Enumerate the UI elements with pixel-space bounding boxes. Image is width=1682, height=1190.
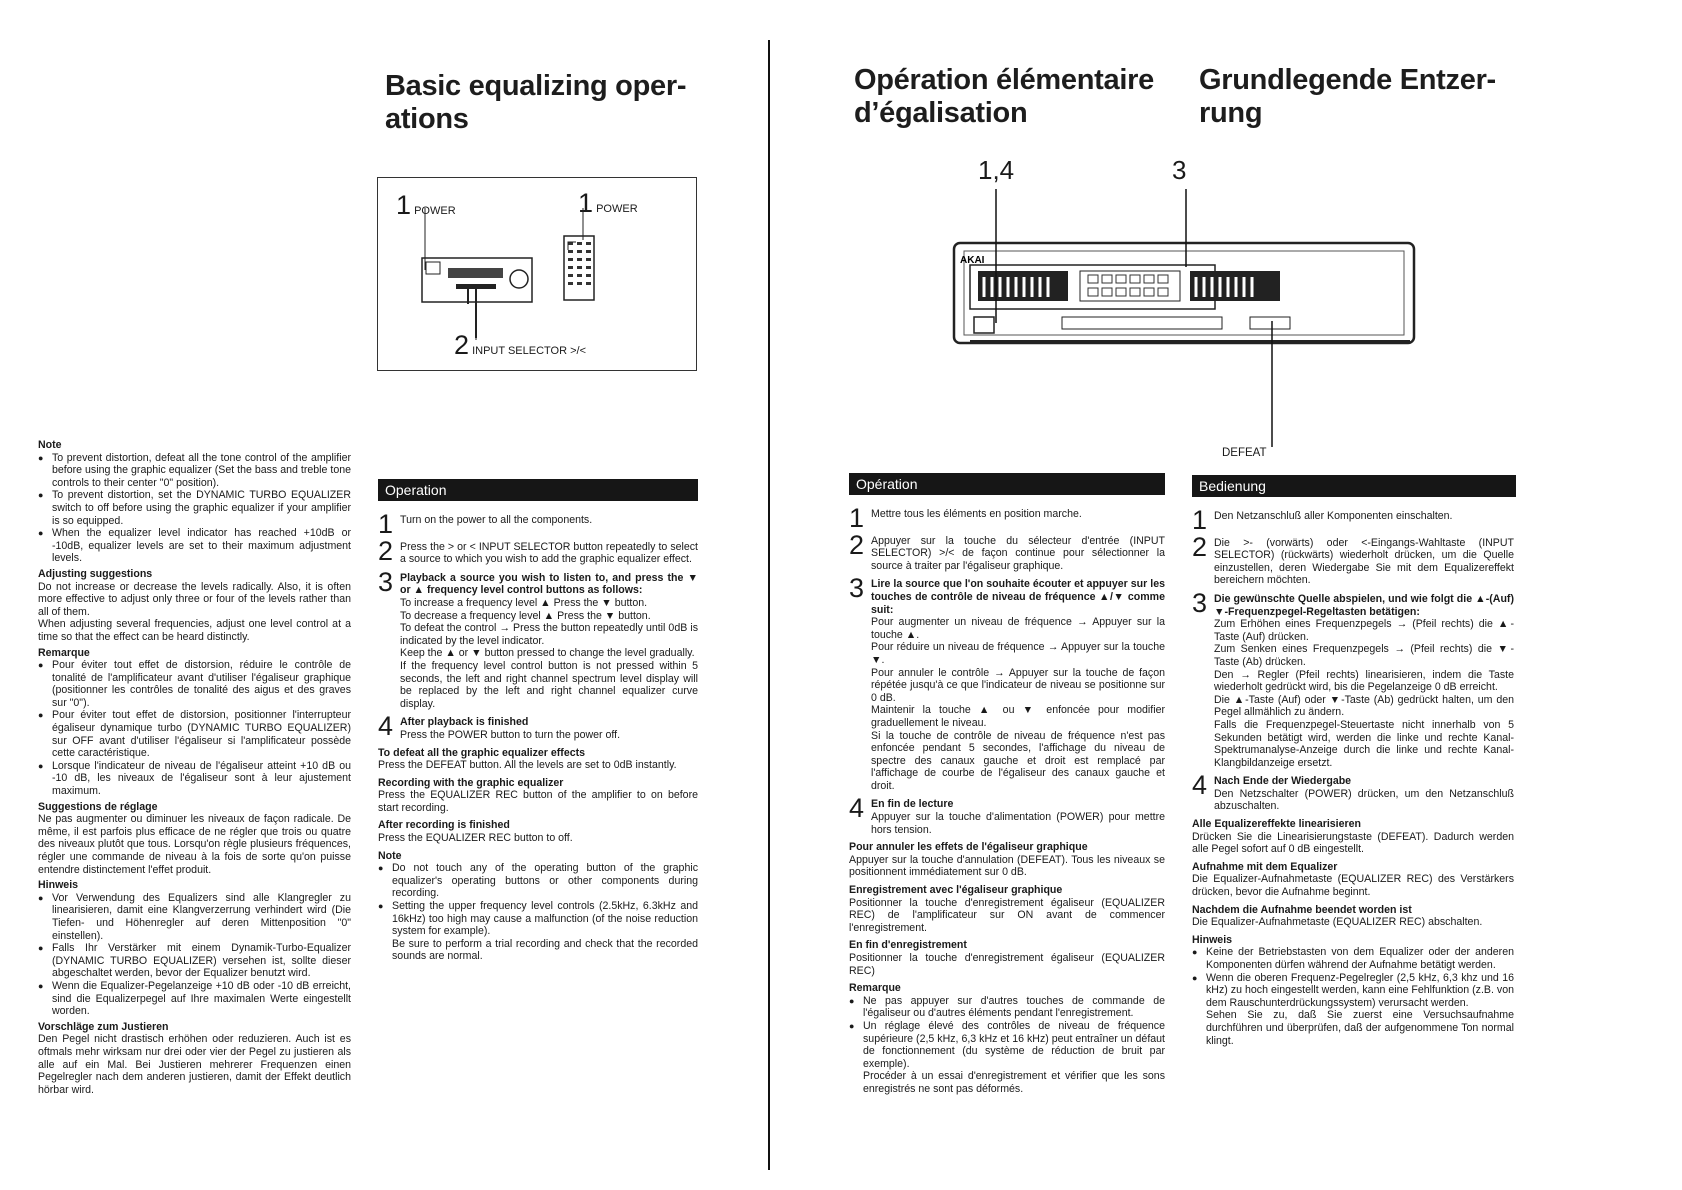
fig1-callout-1-right-text: POWER xyxy=(596,203,638,215)
defeat-heading-fr: Pour annuler les effets de l'égaliseur graphique xyxy=(849,841,1088,854)
page-title-de xyxy=(1199,64,1496,130)
step-2-en-text: Press the > or < INPUT SELECTOR button repeatedly to select a source to which you wish to add the graphic equalizer effect. xyxy=(400,540,698,566)
step-1-fr: 1 Mettre tous les éléments en position marche. xyxy=(849,508,1165,521)
page-fold-divider xyxy=(768,40,770,1170)
step-4-de: 4 Nach Ende der Wiedergabe Den Netzschalter (POWER) drücken, um den Netzanschluß abzuschalten. xyxy=(1192,770,1514,813)
list-item: ● Wenn die Equalizer-Pegelanzeige +10 dB oder -10 dB erreicht, sind die Equalizerpegel auf Ihre maximalen Werte eingestellt worden. xyxy=(52,980,351,1018)
after-recording-paragraph-de: Die Equalizer-Aufnahmetaste (EQUALIZER REC) abschalten. xyxy=(1192,916,1483,929)
fig1-callout-2-num: 2 xyxy=(454,330,470,360)
step-3-en: 3 Playback a source you wish to listen to, and press the ▼ or ▲ frequency level control buttons as follows: To increase a frequency level ▲ Press the ▼ button. To decrease a frequency level ▲ Press the ▼ button. To defeat the control → Press the button repeatedly until 0dB is indicated by the level indicator. Keep the ▲ or ▼ button pressed to change the level gradually. If the frequency level control button is not pressed within 5 seconds, the left and right channel spectrum level display will be replaced by the left and right channel equalizer curve display. xyxy=(378,566,698,710)
step-3-de-line: Die ▲-Taste (Auf) oder ▼-Taste (Ab) gedrückt halten, um den Pegel allmählich zu ändern. xyxy=(1214,693,1514,719)
list-item: ● Falls Ihr Verstärker mit einem Dynamik-Turbo-Equalizer (DYNAMIC TURBO EQUALIZER) versehen ist, sollte dieser abgeschaltet werden, bevor der Equalizer benutzt wird. xyxy=(52,942,351,980)
suggestions-paragraph: Ne pas augmenter ou diminuer les niveaux de façon radicale. De même, il est parfois plus efficace de ne régler que trois ou quatre des niveaux plutôt que tous. Lorsqu'on règle plusieurs fréquences, régler une commande de niveau à la fois de sorte qu'on puisse entendre distinctement l'effet produit. xyxy=(38,813,351,876)
note-list-op-de xyxy=(1192,946,1514,1009)
list-item: ● Vor Verwendung des Equalizers sind alle Klangregler zu linearisieren, damit eine Klangverzerrung verhindert wird (Die Tiefen- und Höhenregler auf deren Mittenposition "0" einstellen). xyxy=(52,892,351,942)
title-de-line2: rung xyxy=(1199,97,1263,129)
step-3-de-line: Zum Senken eines Frequenzpegels → (Pfeil rechts) die ▼-Taste (Ab) drücken. xyxy=(1214,643,1514,668)
step-3-en-line: To decrease a frequency level ▲ Press the ▼ button. xyxy=(400,609,651,622)
step-1-de: 1 Den Netzanschluß aller Komponenten einschalten. xyxy=(1192,510,1514,523)
step-3-fr-line: Maintenir la touche ▲ ou ▼ enfoncée pour modifier graduellement le niveau. xyxy=(871,704,1165,729)
defeat-paragraph-fr: Appuyer sur la touche d'annulation (DEFEAT). Tous les niveaux se positionnent immédiatement sur 0 dB. xyxy=(849,853,1165,879)
after-recording-heading-de: Nachdem die Aufnahme beendet worden ist xyxy=(1192,903,1412,916)
step-2-fr-text: Appuyer sur la touche du sélecteur d'entrée (INPUT SELECTOR) >/< de façon continue pour sélectionner la source à traiter par l'égaliseur graphique. xyxy=(871,534,1165,572)
step-3-fr-line: Si la touche de contrôle de niveau de fréquence n'est pas enfoncée pendant 5 secondes, l'affichage du niveau de spectre des canaux gauche et droit est remplacé par l'affichage de courbe de l'égaliseur des canaux gauche et droit. xyxy=(871,729,1165,792)
recording-paragraph-en: Press the EQUALIZER REC button of the amplifier to on before start recording. xyxy=(378,789,698,814)
list-item: ● When the equalizer level indicator has reached +10dB or -10dB, equalizer levels are set to their maximum adjustment levels. xyxy=(52,527,351,565)
step-2-de-text: Die >- (vorwärts) oder <-Eingangs-Wahltaste (INPUT SELECTOR) (rückwärts) wiederholt drücken, um die Quelle einzustellen, deren Wiedergabe Sie mit dem Equalizereffekt bereichern möchten. xyxy=(1214,536,1514,587)
step-4-de-text: Den Netzschalter (POWER) drücken, um den Netzanschluß abzuschalten. xyxy=(1214,787,1514,813)
step-3-en-line: To defeat the control → Press the button repeatedly until 0dB is indicated by the level indicator. xyxy=(400,622,698,647)
adjusting-paragraph-1: Do not increase or decrease the levels radically. Also, it is often more effective to adjust only three or four of the levels rather than all of them. xyxy=(38,580,351,618)
fig2-defeat-label: DEFEAT xyxy=(1222,447,1267,459)
step-3-de-line: Zum Erhöhen eines Frequenzpegels → (Pfeil rechts) die ▲-Taste (Auf) drücken. xyxy=(1214,618,1514,643)
note-list-en xyxy=(38,452,351,565)
step-2-fr: 2 Appuyer sur la touche du sélecteur d'entrée (INPUT SELECTOR) >/< de façon continue pour sélectionner la source à traiter par l'égaliseur graphique. xyxy=(849,529,1165,572)
step-4-en-text: Press the POWER button to turn the power off. xyxy=(400,728,621,741)
operation-bar-en: Operation xyxy=(378,479,698,501)
step-2-en: 2 Press the > or < INPUT SELECTOR button repeatedly to select a source to which you wish to add the graphic equalizer effect. xyxy=(378,535,698,566)
list-item: ● Ne pas appuyer sur d'autres touches de commande de l'égaliseur ou d'autres éléments pendant l'enregistrement. xyxy=(863,995,1165,1020)
step-3-en-line: If the frequency level control button is not pressed within 5 seconds, the left and right channel spectrum level display will be replaced by the left and right channel equalizer curve display. xyxy=(400,659,698,710)
fig2-callout-1-4: 1,4 xyxy=(978,155,1015,185)
fig1-callout-1-right-num: 1 xyxy=(578,188,594,218)
step-4-en: 4 After playback is finished Press the POWER button to turn the power off. xyxy=(378,716,698,741)
step-4-fr-text: Appuyer sur la touche d'alimentation (POWER) pour mettre hors tension. xyxy=(871,811,1165,836)
step-4-de-heading: Nach Ende der Wiedergabe xyxy=(1214,775,1352,788)
step-3-de: 3 Die gewünschte Quelle abspielen, und wie folgt die ▲-(Auf) ▼-Frequenzpegel-Regeltasten betätigen: Zum Erhöhen eines Frequenzpegels → (Pfeil rechts) die ▲-Taste (Auf) drücken. Zum Senken eines Frequenzpegels → (Pfeil rechts) die ▼-Taste (Ab) drücken. Den → Regler (Pfeil rechts) linearisieren, indem die Taste wiederholt gedrückt wird, bis die Pegelanzeige 0 dB erreicht. Die ▲-Taste (Auf) oder ▼-Taste (Ab) gedrückt halten, um den Pegel allmählich zu ändern. Falls die Frequenzpegel-Steuertaste nicht innerhalb von 5 Sekunden betätigt wird, werden die linke und rechte Kanal-Spektrumanalyse-Anzeige durch die linke und rechte Kanal-Klangbildanzeige ersetzt. xyxy=(1192,587,1514,769)
operation-column-fr xyxy=(849,502,1165,1096)
operation-bar-fr: Opération xyxy=(849,473,1165,495)
list-item: ● Un réglage élevé des contrôles de niveau de fréquence supérieure (2,5 kHz, 6,3 kHz et 16 kHz) peut entraîner un défaut de fonctionnement (du système de réduction de bruit par exemple). xyxy=(863,1020,1165,1070)
operation-column-de xyxy=(1192,504,1514,1047)
note-tail-de: Sehen Sie zu, daß Sie zuerst eine Versuchsaufnahme durchführen und überprüfen, daß der aufgenommene Ton normal klingt. xyxy=(1206,1009,1514,1047)
step-3-en-line: To increase a frequency level ▲ Press the ▼ button. xyxy=(400,596,648,609)
remarque-heading: Remarque xyxy=(38,646,90,659)
after-recording-paragraph-fr: Positionner la touche d'enregistrement égaliseur (EQUALIZER REC) xyxy=(849,952,1165,977)
step-3-en-line: Keep the ▲ or ▼ button pressed to change the level gradually. xyxy=(400,647,695,660)
note-heading-en: Note xyxy=(38,439,62,451)
operation-column-en xyxy=(378,508,698,963)
step-3-de-heading: Die gewünschte Quelle abspielen, und wie folgt die ▲-(Auf) ▼-Frequenzpegel-Regeltasten betätigen: xyxy=(1214,592,1514,618)
recording-paragraph-de: Die Equalizer-Aufnahmetaste (EQUALIZER REC) des Verstärkers drücken, bevor die Aufnahme beginnt. xyxy=(1192,873,1514,899)
defeat-button-group xyxy=(1250,317,1290,329)
after-recording-paragraph-en: Press the EQUALIZER REC button to off. xyxy=(378,832,573,845)
note-list-op-fr xyxy=(849,995,1165,1071)
list-item: ● Pour éviter tout effet de distorsion, réduire le contrôle de tonalité de l'amplificateur avant d'utiliser l'égaliseur graphique (positionner les contrôles de tonalité des aigus et des graves sur "0"). xyxy=(52,659,351,709)
step-3-fr: 3 Lire la source que l'on souhaite écouter et appuyer sur les touches de contrôle de niveau de fréquence ▲/▼ comme suit: Pour augmenter un niveau de fréquence → Appuyer sur la touche ▲. Pour réduire un niveau de fréquence → Appuyer sur la touche ▼. Pour annuler le contrôle → Appuyer sur la touche de façon répétée jusqu'à ce que l'indicateur de niveau se positionne sur 0 dB. Maintenir la touche ▲ ou ▼ enfoncée pour modifier graduellement le niveau. Si la touche de contrôle de niveau de fréquence n'est pas enfoncée pendant 5 secondes, l'affichage du niveau de spectre des canaux gauche et droit est remplacé par l'affichage de courbe de l'égaliseur des canaux gauche et droit. xyxy=(849,573,1165,792)
list-item: ● Lorsque l'indicateur de niveau de l'égaliseur atteint +10 dB ou -10 dB, les niveaux de l'égaliseur sont à leur ajustement maximum. xyxy=(52,760,351,798)
list-item: ● Pour éviter tout effet de distorsion, positionner l'interrupteur égaliseur dynamique turbo (DYNAMIC TURBO EQUALIZER) sur OFF avant d'utiliser l'égaliseur si l'amplificateur possède cette caractéristique. xyxy=(52,709,351,759)
recording-heading-fr: Enregistrement avec l'égaliseur graphique xyxy=(849,884,1063,897)
title-fr-line2: d’égalisation xyxy=(854,97,1028,129)
note-heading-op-fr: Remarque xyxy=(849,982,901,995)
list-item: ● To prevent distortion, defeat all the tone control of the amplifier before using the graphic equalizer (Set the bass and treble tone controls to their center "0" position). xyxy=(52,452,351,490)
list-item: ● Do not touch any of the operating button of the graphic equalizer's operating buttons or other components during recording. xyxy=(392,862,698,900)
vorschlaege-heading: Vorschläge zum Justieren xyxy=(38,1020,169,1033)
adjusting-paragraph-2: When adjusting several frequencies, adjust one level control at a time so that the effect can be heard distinctly. xyxy=(38,618,351,643)
fig2-callout-3: 3 xyxy=(1172,155,1187,185)
defeat-heading-de: Alle Equalizereffekte linearisieren xyxy=(1192,818,1361,831)
after-recording-heading-fr: En fin d'enregistrement xyxy=(849,939,967,952)
step-1-de-text: Den Netzanschluß aller Komponenten einschalten. xyxy=(1214,510,1453,522)
step-4-fr: 4 En fin de lecture Appuyer sur la touche d'alimentation (POWER) pour mettre hors tension. xyxy=(849,793,1165,836)
operation-bar-de: Bedienung xyxy=(1192,475,1516,497)
fig2-drawing xyxy=(950,155,1430,455)
title-en-line2: ations xyxy=(385,103,469,135)
hinweis-heading: Hinweis xyxy=(38,879,79,892)
remarque-list xyxy=(38,659,351,798)
step-1-en: 1 Turn on the power to all the components. xyxy=(378,514,698,527)
suggestions-heading: Suggestions de réglage xyxy=(38,800,158,813)
step-4-fr-heading: En fin de lecture xyxy=(871,798,954,811)
note-tail-fr: Procéder à un essai d'enregistrement et vérifier que les sons enregistrés ne sont pas déformés. xyxy=(863,1070,1165,1095)
note-tail-en: Be sure to perform a trial recording and check that the recorded sounds are normal. xyxy=(392,937,698,963)
fig1-callout-1-left-num: 1 xyxy=(396,190,412,220)
title-en-line1: Basic equalizing oper- xyxy=(385,70,687,102)
fig1-callout-2-text: INPUT SELECTOR >/< xyxy=(472,345,587,357)
list-item: ● To prevent distortion, set the DYNAMIC TURBO EQUALIZER switch to off before using the graphic equalizer if your amplifier is so equipped. xyxy=(52,489,351,527)
note-list-op-en xyxy=(378,862,698,938)
step-3-de-line: Den → Regler (Pfeil rechts) linearisieren, indem die Taste wiederholt gedrückt wird, bis die Pegelanzeige 0 dB erreicht. xyxy=(1214,668,1514,694)
list-item: ● Keine der Betriebstasten von dem Equalizer oder der anderen Komponenten dürfen während der Aufnahme betätigt werden. xyxy=(1206,946,1514,971)
figure-equalizer-front xyxy=(950,155,1430,475)
title-fr-line1: Opération élémentaire xyxy=(854,64,1154,96)
list-item: ● Wenn die oberen Frequenz-Pegelregler (2,5 kHz, 6,3 khz und 16 kHz) zu hoch eingestellt werden, kann eine Fehlfunktion (z.B. von dem Rauschunterdrückungssystem) verursacht werden. xyxy=(1206,972,1514,1010)
after-recording-heading-en: After recording is finished xyxy=(378,819,510,832)
function-buttons-row xyxy=(1062,317,1222,329)
recording-heading-en: Recording with the graphic equalizer xyxy=(378,776,564,789)
fig2-brand-logo: AKAI xyxy=(960,255,985,266)
recording-paragraph-fr: Positionner la touche d'enregistrement égaliseur (EQUALIZER REC) de l'amplificateur sur ON avant de commencer l'enregistrement. xyxy=(849,896,1165,934)
defeat-heading-en: To defeat all the graphic equalizer effects xyxy=(378,746,586,759)
adjusting-heading: Adjusting suggestions xyxy=(38,567,153,580)
defeat-paragraph-en: Press the DEFEAT button. All the levels are set to 0dB instantly. xyxy=(378,759,677,772)
list-item: ● Setting the upper frequency level controls (2.5kHz, 6.3kHz and 16kHz) too high may cause a malfunction (of the noise reduction system for example). xyxy=(392,900,698,938)
step-3-fr-line: Pour augmenter un niveau de fréquence → Appuyer sur la touche ▲. xyxy=(871,616,1165,641)
page-title-fr xyxy=(854,64,1154,130)
power-button xyxy=(974,317,994,333)
step-3-de-line: Falls die Frequenzpegel-Steuertaste nicht innerhalb von 5 Sekunden betätigt wird, werden die linke und rechte Kanal-Spektrumanalyse-Anzeige durch die linke und rechte Kanal-Klangbildanzeige ersetzt. xyxy=(1214,718,1514,769)
figure-power-input xyxy=(377,177,697,371)
vorschlaege-paragraph: Den Pegel nicht drastisch erhöhen oder reduzieren. Auch ist es oftmals mehr wirksam nur drei oder vier der Pegel zu justieren als alle auf ein Mal. Bei Justieren mehrerer Frequenzen einen Pegelregler nach dem anderen justieren, damit der Effekt deutlich hörbar wird. xyxy=(38,1033,351,1096)
page-title-en xyxy=(385,70,686,136)
step-3-en-heading: Playback a source you wish to listen to, and press the ▼ or ▲ frequency level control buttons as follows: xyxy=(400,571,698,597)
notes-column-left xyxy=(38,436,351,1096)
step-1-en-text: Turn on the power to all the components. xyxy=(400,514,593,526)
step-2-de: 2 Die >- (vorwärts) oder <-Eingangs-Wahltaste (INPUT SELECTOR) (rückwärts) wiederholt drücken, um die Quelle einzustellen, deren Wiedergabe Sie mit dem Equalizereffekt bereichern möchten. xyxy=(1192,531,1514,587)
title-de-line1: Grundlegende Entzer- xyxy=(1199,64,1496,96)
step-3-fr-line: Pour réduire un niveau de fréquence → Appuyer sur la touche ▼. xyxy=(871,641,1165,666)
fig1-drawing xyxy=(378,178,695,368)
defeat-paragraph-de: Drücken Sie die Linearisierungstaste (DEFEAT). Dadurch werden alle Pegel sofort auf 0 dB eingestellt. xyxy=(1192,830,1514,856)
fig1-callout-1-left-text: POWER xyxy=(414,205,456,217)
step-3-fr-heading: Lire la source que l'on souhaite écouter et appuyer sur les touches de contrôle de niveau de fréquence ▲/▼ comme suit: xyxy=(871,578,1165,616)
step-4-en-heading: After playback is finished xyxy=(400,716,529,729)
note-heading-op-de: Hinweis xyxy=(1192,933,1233,946)
hinweis-list xyxy=(38,892,351,1018)
amplifier-display xyxy=(448,268,503,278)
recording-heading-de: Aufnahme mit dem Equalizer xyxy=(1192,860,1338,873)
step-3-fr-line: Pour annuler le contrôle → Appuyer sur la touche de façon répétée jusqu'à ce que l'indicateur de niveau se positionne sur 0 dB. xyxy=(871,666,1165,704)
step-1-fr-text: Mettre tous les éléments en position marche. xyxy=(871,508,1082,520)
note-heading-op-en: Note xyxy=(378,849,402,862)
